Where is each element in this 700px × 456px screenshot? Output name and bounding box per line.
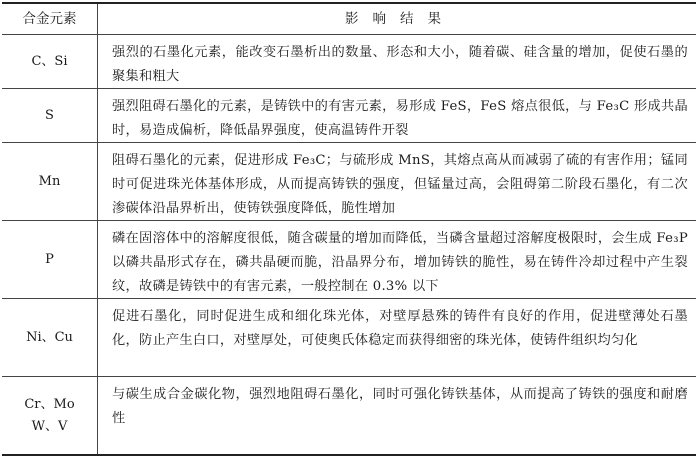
result-cell: 磷在固溶体中的溶解度很低，随含碳量的增加而降低，当磷含量超过溶解度极限时，会生成 Fe₃P 以磷共晶形式存在，磷共晶硬而脆，沿晶界分布，增加铸铁的脆性，易在铸件冷却过程中产生裂纹，故磷是铸铁中的有害元素，一般控制在 0.3% 以下 <box>112 231 688 294</box>
header-result: 影响结果 <box>345 11 455 27</box>
element-line-2: W、V <box>31 418 68 434</box>
result-cell: 强烈阻碍石墨化的元素，是铸铁中的有害元素，易形成 FeS，FeS 熔点很低，与 Fe₃C 形成共晶时，易造成偏析，降低晶界强度，使高温铸件开裂 <box>112 99 688 138</box>
table-row <box>2 88 696 142</box>
element-cell: S <box>2 89 98 142</box>
element-cell: C、Si <box>2 35 98 88</box>
table-row <box>2 142 696 220</box>
table-header-row <box>2 4 696 34</box>
alloy-effects-table <box>2 2 696 456</box>
element-cell: P <box>2 221 98 298</box>
header-element: 合金元素 <box>2 4 98 34</box>
element-line-1: Cr、Mo <box>24 396 75 412</box>
element-cell: Ni、Cu <box>2 299 98 376</box>
result-cell: 强烈的石墨化元素，能改变石墨析出的数量、形态和大小，随着碳、硅含量的增加，促使石墨的聚集和粗大 <box>112 45 688 84</box>
table-row <box>2 220 696 298</box>
result-cell: 与碳生成合金碳化物，强烈地阻碍石墨化，同时可强化铸铁基体，从而提高了铸铁的强度和耐磨性 <box>112 387 688 426</box>
table-row <box>2 34 696 88</box>
result-cell: 阻碍石墨化的元素，促进形成 Fe₃C；与硫形成 MnS，其熔点高从而减弱了硫的有害作用；锰同时可促进珠光体基体形成，从而提高铸铁的强度，但锰量过高，会阻碍第二阶段石墨化，有二次渗碳体沿晶界析出，使铸铁强度降低，脆性增加 <box>112 153 688 216</box>
table-row <box>2 298 696 376</box>
table-row <box>2 376 696 454</box>
element-cell: Mn <box>2 143 98 220</box>
result-cell: 促进石墨化，同时促进生成和细化珠光体，对壁厚悬殊的铸件有良好的作用，促进壁薄处石墨化，防止产生白口，对壁厚处，可使奥氏体稳定而获得细密的珠光体，使铸件组织均匀化 <box>112 309 688 348</box>
element-cell <box>2 377 98 454</box>
